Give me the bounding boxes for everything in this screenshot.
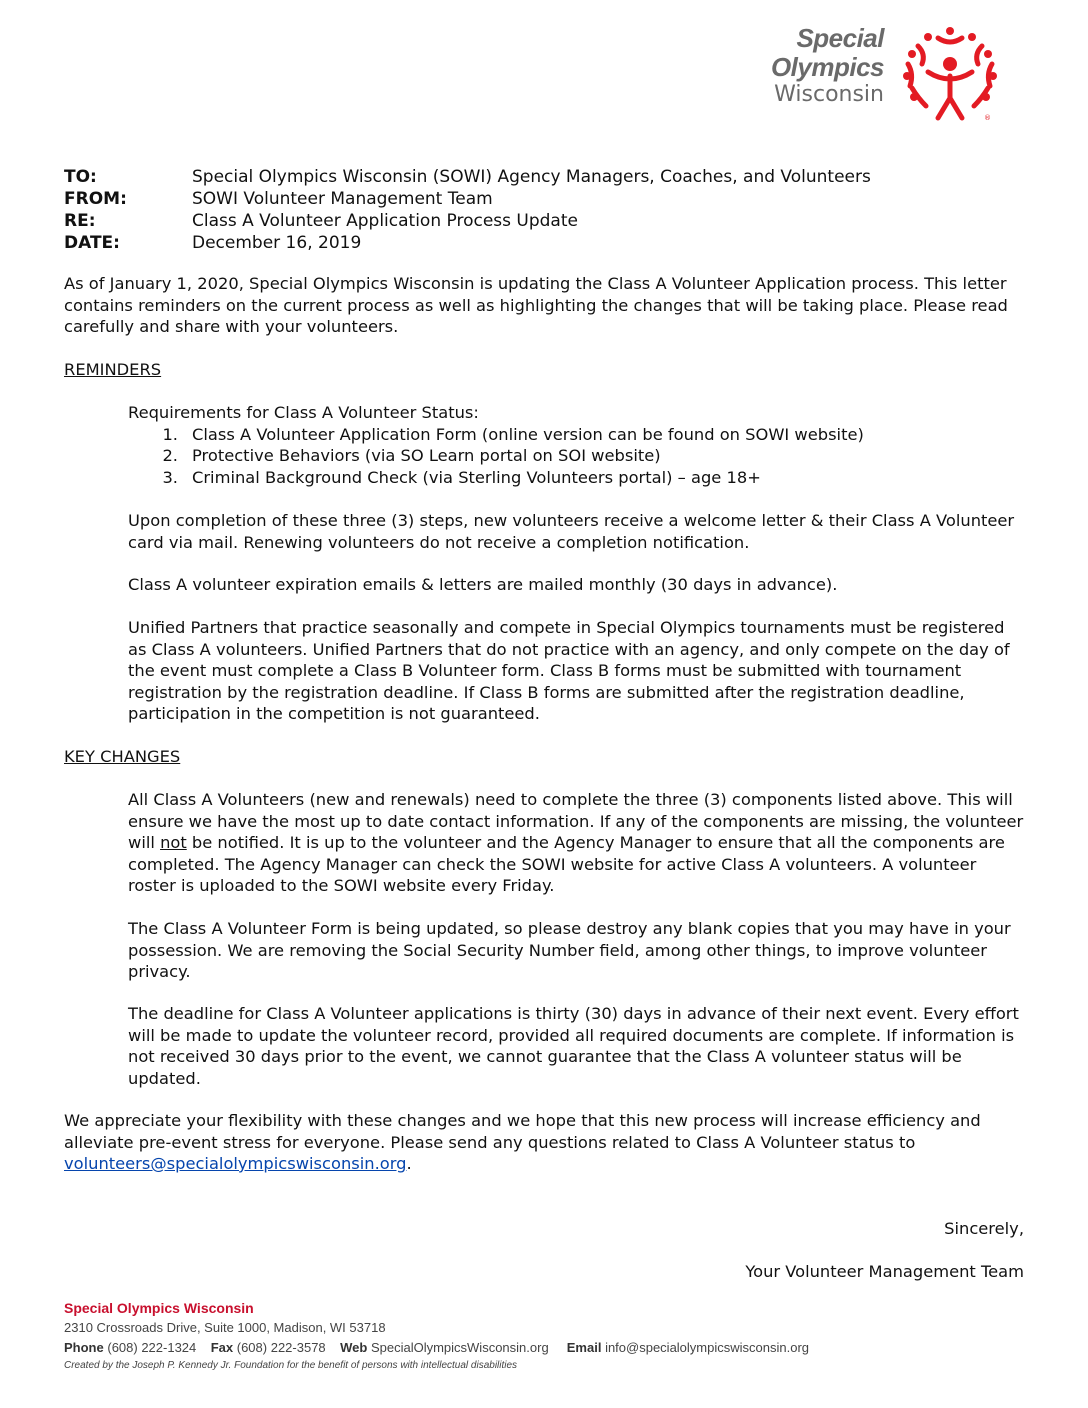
changes-paragraph-1 <box>128 789 1024 897</box>
memo-to-label: TO: <box>64 167 97 187</box>
memo-header <box>64 166 871 254</box>
reminders-paragraph-1: Upon completion of these three (3) steps, new volunteers receive a welcome letter & their Class A Volunteer card via mail. Renewing volunteers do not receive a completion notification. <box>128 511 1015 552</box>
logo-wordmark <box>771 24 884 108</box>
list-item-number: 3. <box>162 467 178 487</box>
intro-paragraph: As of January 1, 2020, Special Olympics Wisconsin is updating the Class A Volunteer Application process. This letter contains reminders on the current process as well as highlighting the changes that will be taking place. Please read carefully and share with your volunteers. <box>64 274 1008 336</box>
list-item-text: Protective Behaviors (via SO Learn portal on SOI website) <box>192 446 661 465</box>
footer-web[interactable]: SpecialOlympicsWisconsin.org <box>370 1340 549 1355</box>
changes-paragraph-3: The deadline for Class A Volunteer applications is thirty (30) days in advance of their next event. Every effort will be made to update the volunteer record, provided all required documents are complete. If information is not received 30 days prior to the event, we cannot guarantee that the Class A volunteer status will be updated. <box>128 1004 1019 1088</box>
closing-paragraph <box>64 1110 1024 1175</box>
changes-paragraph-2: The Class A Volunteer Form is being updated, so please destroy any blank copies that you may have in your possession. We are removing the Social Security Number field, among other things, to improve volunteer privacy. <box>128 919 1011 981</box>
memo-date-row <box>64 232 871 254</box>
reminders-paragraph-2: Class A volunteer expiration emails & letters are mailed monthly (30 days in advance). <box>128 575 838 594</box>
list-item-text: Criminal Background Check (via Sterling Volunteers portal) – age 18+ <box>192 467 761 487</box>
memo-from-row <box>64 188 871 210</box>
key-changes-heading: KEY CHANGES <box>64 747 181 766</box>
closing-period: . <box>406 1154 412 1173</box>
requirements-list <box>128 424 1024 489</box>
special-olympics-figure-icon <box>898 24 1002 124</box>
memo-date-value: December 16, 2019 <box>192 233 362 253</box>
footer-email[interactable]: info@specialolympicswisconsin.org <box>605 1340 810 1355</box>
requirements-block <box>128 402 1024 488</box>
letter-footer <box>64 1298 809 1373</box>
logo-line-olympics: Olympics <box>770 52 884 82</box>
signoff-team: Your Volunteer Management Team <box>745 1262 1024 1281</box>
footer-address: 2310 Crossroads Drive, Suite 1000, Madison, WI 53718 <box>64 1320 386 1335</box>
changes-p1-not: not <box>160 833 187 852</box>
memo-re-label: RE: <box>64 211 96 231</box>
memo-to-row <box>64 166 871 188</box>
requirements-heading: Requirements for Class A Volunteer Status: <box>128 403 479 422</box>
list-item-text: Class A Volunteer Application Form (online version can be found on SOWI website) <box>192 424 864 444</box>
memo-to-value: Special Olympics Wisconsin (SOWI) Agency Managers, Coaches, and Volunteers <box>192 167 871 187</box>
footer-phone: (608) 222-1324 <box>107 1340 197 1355</box>
changes-p1-before: All Class A Volunteers (new and renewals) need to complete the three (3) components listed above. This will ensure we have the most up to date contact information. If any of the components are missing, the volunteer will <box>128 790 1024 852</box>
logo-line-special: Special <box>796 23 884 53</box>
signoff-sincerely: Sincerely, <box>944 1219 1024 1238</box>
memo-from-label: FROM: <box>64 189 127 209</box>
list-item-number: 1. <box>162 424 178 444</box>
list-item <box>128 424 1024 446</box>
footer-fax: (608) 222-3578 <box>236 1340 326 1355</box>
footer-email-label: Email <box>566 1340 602 1355</box>
memo-re-row <box>64 210 871 232</box>
volunteer-email-link[interactable]: volunteers@specialolympicswisconsin.org <box>64 1154 407 1173</box>
footer-phone-label: Phone <box>64 1340 104 1355</box>
reminders-heading: REMINDERS <box>64 360 162 379</box>
footer-contact-line <box>64 1338 809 1358</box>
footer-credit: Created by the Joseph P. Kennedy Jr. Foundation for the benefit of persons with intellectual disabilities <box>64 1360 518 1371</box>
memo-from-value: SOWI Volunteer Management Team <box>192 189 493 209</box>
footer-fax-label: Fax <box>210 1340 234 1355</box>
logo-line-wisconsin: Wisconsin <box>774 82 884 107</box>
footer-web-label: Web <box>340 1340 368 1355</box>
list-item-number: 2. <box>162 446 178 465</box>
special-olympics-logo <box>716 24 1016 124</box>
list-item <box>128 467 1024 489</box>
reminders-paragraph-3: Unified Partners that practice seasonally and compete in Special Olympics tournaments must be registered as Class A volunteers. Unified Partners that do not practice with an agency, and only compete on the day of the event must complete a Class B Volunteer form. Class B forms must be submitted with tournament registration by the registration deadline. If Class B forms are submitted after the registration deadline, participation in the competition is not guaranteed. <box>128 618 1010 723</box>
closing-text: We appreciate your flexibility with these changes and we hope that this new process will increase efficiency and alleviate pre-event stress for everyone. Please send any questions related to Class A Volunteer status to <box>64 1111 981 1152</box>
list-item <box>128 445 1024 467</box>
footer-org-name: Special Olympics Wisconsin <box>64 1300 254 1316</box>
memo-re-value: Class A Volunteer Application Process Update <box>192 211 578 231</box>
changes-p1-after: be notified. It is up to the volunteer and the Agency Manager to ensure that all the components are completed. The Agency Manager can check the SOWI website for active Class A volunteers. A volunteer roster is uploaded to the SOWI website every Friday. <box>128 833 1005 895</box>
memo-date-label: DATE: <box>64 233 120 253</box>
registered-mark: ® <box>984 114 991 122</box>
